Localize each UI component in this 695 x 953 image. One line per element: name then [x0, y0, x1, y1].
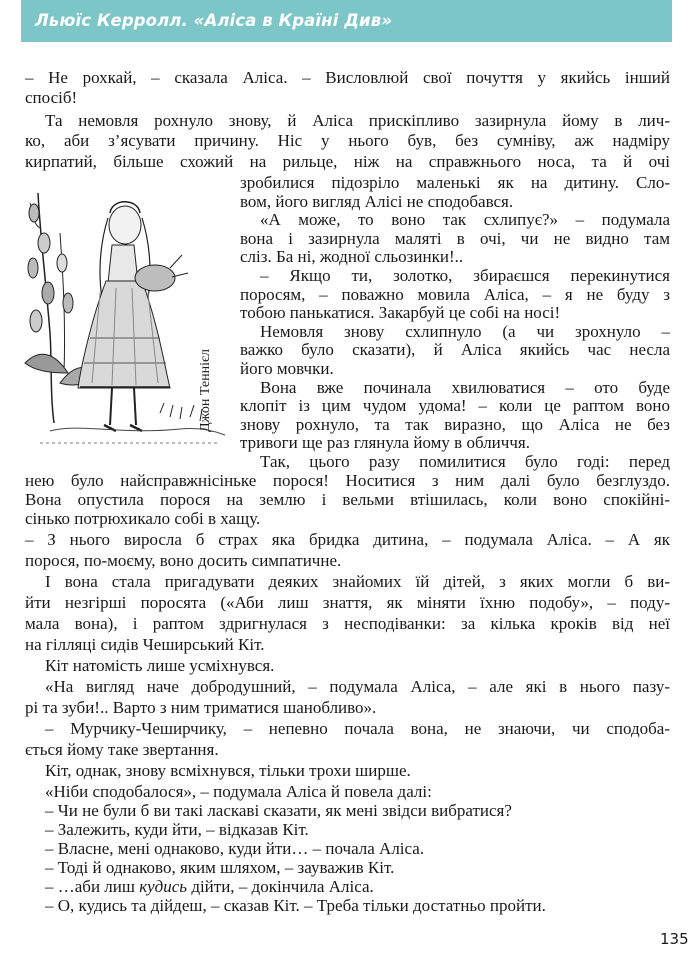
- text-line: важко було сказати), й Аліса якийсь час несла: [240, 340, 670, 360]
- text-line: – Не рохкай, – сказала Аліса. – Висловлюй свої почуття у якийсь інший: [25, 68, 670, 87]
- text-line: – Тоді й однаково, яким шляхом, – зауважив Кіт.: [45, 858, 395, 877]
- text-line: Та немовля рохнуло знову, й Аліса прискіпливо зазирнула йому в лич-: [45, 111, 670, 130]
- page-number: 135: [660, 930, 689, 948]
- text-line: – Якщо ти, золотко, збираєшся перекинутися: [260, 266, 670, 285]
- text-line: знову рохнуло, та так виразно, що Аліса не без: [240, 414, 670, 434]
- text-line: – З нього виросла б страх яка бридка дитина, – подумала Аліса. – А як: [25, 530, 670, 549]
- text-line: Так, цього разу помилитися було годі: перед: [260, 452, 670, 471]
- text-line: клопіт із цим чудом удома! – коли це раптом воно: [240, 396, 670, 416]
- text-line: поросям, – поважно мовила Аліса, – я не буду з: [240, 284, 670, 304]
- text-line: ється йому таке звертання.: [25, 740, 219, 759]
- text-line-last: – О, кудись та дійдеш, – сказав Кіт. – Треба тільки достатньо пройти.: [45, 896, 546, 915]
- text-line: Немовля знову схлипнуло (а чи зрохнуло –: [260, 321, 670, 341]
- text-line: «На вигляд наче добродушний, – подумала Аліса, – але які в нього пазу-: [45, 677, 670, 696]
- text-line: мала вона), і раптом здригнулася з несподіванки: за кілька кроків від неї: [25, 614, 670, 633]
- text-line: вона і зазирнула маляті в очі, чи не видно там: [240, 228, 670, 248]
- text-line: І вона стала пригадувати деяких знайомих їй дітей, з яких могли б ви-: [45, 572, 670, 591]
- text-line: тобою панькатися. Закарбуй це собі на носі!: [240, 303, 561, 323]
- text-line: порося, по-моєму, воно досить симпатичне.: [25, 551, 342, 570]
- text-line: – Чи не були б ви такі ласкаві сказати, як мені звідси вибратися?: [45, 801, 512, 820]
- text-line: вом, його вигляд Алісі не сподобався.: [240, 191, 514, 211]
- text-line: на гілляці сидів Чеширський Кіт.: [25, 635, 265, 654]
- text-line: Вона опустила порося на землю і вельми втішилась, коли воно спокійні-: [25, 490, 670, 509]
- text-line: його мовчки.: [240, 359, 334, 378]
- text-line: – Мурчику-Чеширчику, – непевно почала вона, не знаючи, чи сподоба-: [45, 719, 670, 738]
- text-line: Кіт натомість лише усміхнувся.: [45, 656, 275, 675]
- text-line: сінько потрюхикало собі в хащу.: [25, 509, 261, 528]
- text-line: – Залежить, куди йти, – відказав Кіт.: [45, 820, 309, 839]
- text-line: рі та зуби!.. Варто з ним триматися шанобливо».: [25, 698, 377, 717]
- text-line: кирпатий, більше схожий на рильце, ніж на справжнього носа, та й очі: [25, 152, 670, 171]
- text-line: ко, аби з’ясувати причину. Ніс у нього був, без сумніву, аж надміру: [25, 131, 670, 150]
- text-line-italic: – …аби лиш кудись дійти, – докінчила Аліса.: [45, 877, 374, 896]
- text-line: Вона вже починала хвилюватися – ото буде: [260, 377, 670, 397]
- text-line: сліз. Ба ні, жодної сльозинки!..: [240, 247, 464, 267]
- text-line: нею було найсправжнісіньке порося! Носитися з ним далі було безглуздо.: [25, 471, 670, 490]
- text-line: спосіб!: [25, 88, 78, 107]
- text-line: «А може, то воно так схлипує?» – подумала: [260, 210, 670, 230]
- illustrator-credit: Джон Теннієл: [198, 349, 213, 432]
- text-line: «Ніби сподобалося», – подумала Аліса й повела далі:: [45, 782, 432, 801]
- text-line: – Власне, мені однаково, куди йти… – почала Аліса.: [45, 839, 425, 858]
- text-line: йти незгірші поросята («Аби лиш знаття, як міняти їхню подобу», – поду-: [25, 593, 670, 612]
- running-header-title: Льюїс Керролл. «Аліса в Країні Див»: [35, 11, 393, 30]
- header-band: [21, 0, 672, 42]
- text-line: зробилися підозріло маленькі як на дитину. Сло-: [240, 173, 670, 192]
- text-line: Кіт, однак, знову всміхнувся, тільки трохи ширше.: [45, 761, 411, 780]
- text-line: тривоги ще раз глянула йому в обличчя.: [240, 433, 530, 453]
